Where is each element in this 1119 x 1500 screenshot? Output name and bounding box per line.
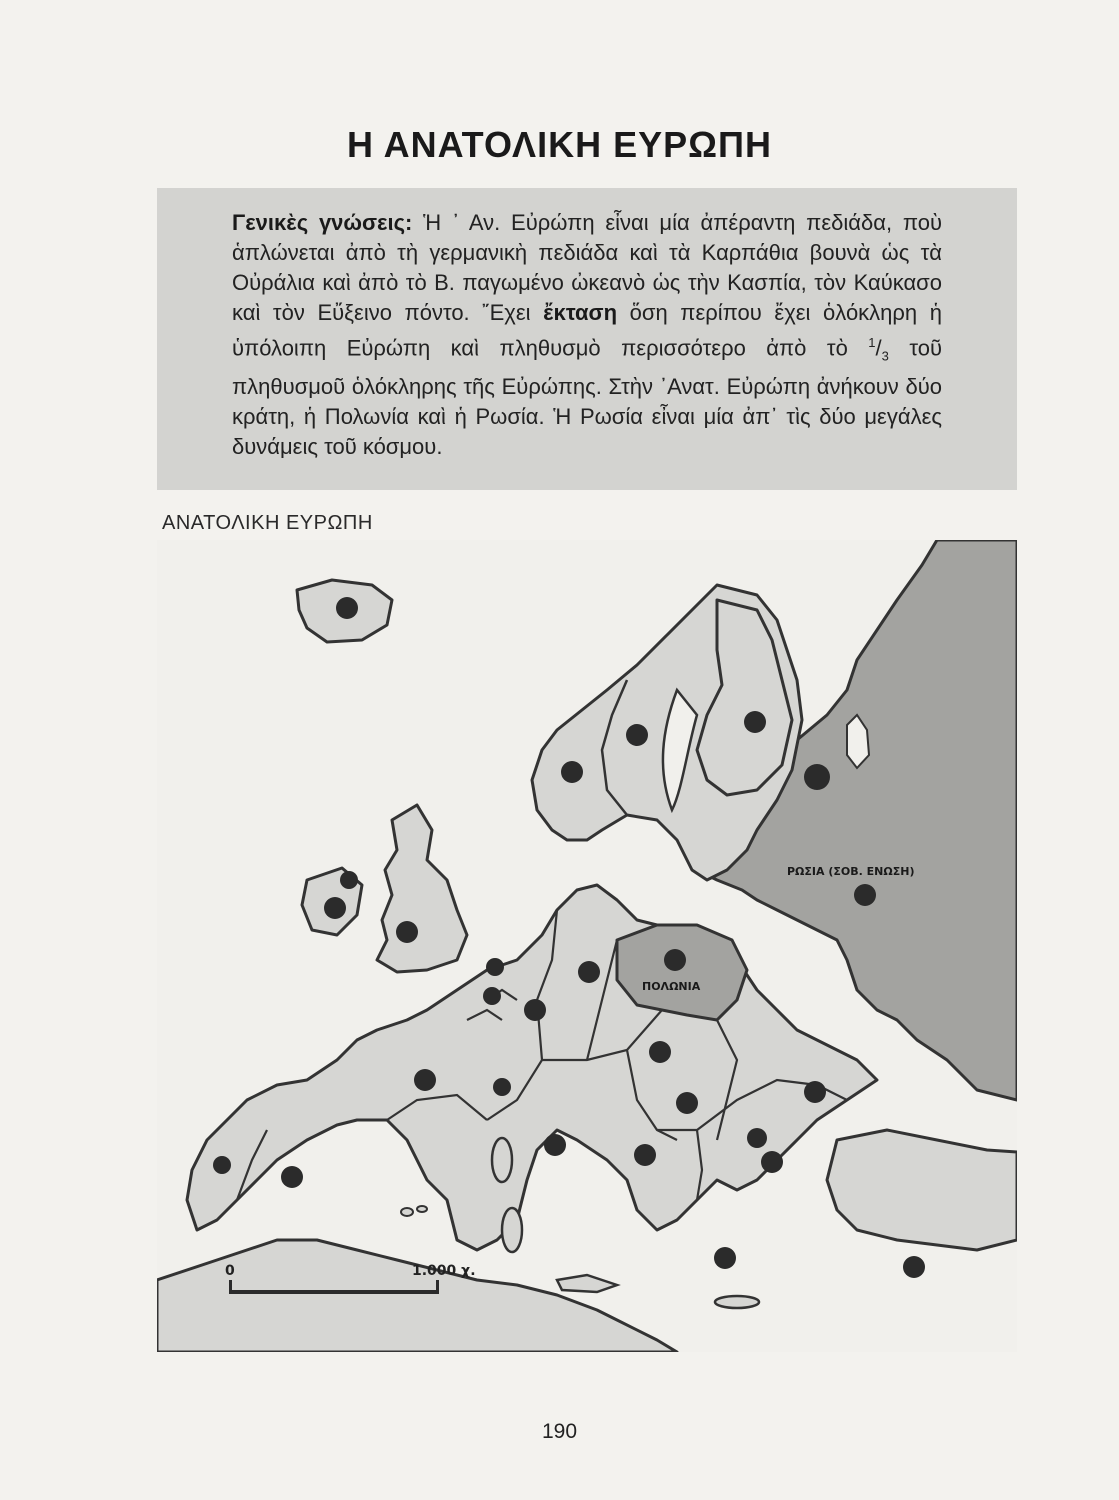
capital-dot	[804, 764, 830, 790]
capital-dot	[626, 724, 648, 746]
capital-dot	[578, 961, 600, 983]
fraction-denominator: 3	[881, 348, 889, 364]
capital-dot	[281, 1166, 303, 1188]
page-number: 190	[541, 1420, 578, 1443]
capital-dot	[854, 884, 876, 906]
scale-bar-tick-start	[229, 1280, 232, 1294]
text-part-2: ὅση περίπου ἔχει ὁλόκληρη ἡ ὑπόλοιπη Εὐρώπη καὶ πληθυσμὸ περισσότερο ἀπὸ τὸ	[232, 300, 942, 361]
capital-dot	[544, 1134, 566, 1156]
capital-dot	[396, 921, 418, 943]
fraction-numerator: 1	[868, 335, 876, 350]
capital-dot	[561, 761, 583, 783]
general-knowledge-box	[157, 188, 1017, 490]
text-part-1: Ἡ ᾿ Αν. Εὐρώπη εἶναι μία ἀπέραντη πεδιάδα, ποὺ ἁπλώνεται ἀπὸ τὴ γερμανικὴ πεδιάδα καὶ τὰ Καρπάθια βουνὰ ὡς τὰ Οὐράλια καὶ ἀπὸ τὸ Β. παγωμένο ὠκεανὸ ὡς τὴν Κασπία, τὸν Καύκασο καὶ τὸν Εὔξεινο πόντο. ῎Εχει	[232, 210, 942, 325]
capital-dot	[634, 1144, 656, 1166]
fraction-slash: /	[875, 335, 882, 361]
capital-dot	[524, 999, 546, 1021]
capital-dot	[714, 1247, 736, 1269]
general-knowledge-label: Γενικὲς γνώσεις:	[232, 210, 413, 235]
capital-dot	[486, 958, 504, 976]
scale-bar-line	[229, 1290, 439, 1294]
area-bold-word: ἔκταση	[543, 300, 618, 325]
europe-map	[157, 540, 1017, 1352]
poland-region	[617, 925, 747, 1020]
island	[417, 1206, 427, 1212]
capital-dot	[340, 871, 358, 889]
capital-dot	[804, 1081, 826, 1103]
capital-dot	[493, 1078, 511, 1096]
russia-label: ΡΩΣΙΑ (ΣΟΒ. ΕΝΩΣΗ)	[787, 865, 915, 878]
island	[401, 1208, 413, 1216]
island	[502, 1208, 522, 1252]
capital-dot	[664, 949, 686, 971]
capital-dot	[649, 1041, 671, 1063]
capital-dot	[744, 711, 766, 733]
text-part-3: τοῦ πληθυσμοῦ ὁλόκληρης τῆς Εὐρώπης. Στὴν ᾿Ανατ. Εὐρώπη ἀνήκουν δύο κράτη, ἡ Πολωνία καὶ ἡ Ρωσία. Ἡ Ρωσία εἶναι μία ἀπ᾿ τὶς δύο μεγάλες δυνάμεις τοῦ κόσμου.	[232, 335, 942, 459]
capital-dot	[336, 597, 358, 619]
capital-dot	[761, 1151, 783, 1173]
capital-dot	[903, 1256, 925, 1278]
general-knowledge-text	[232, 208, 942, 462]
capital-dot	[213, 1156, 231, 1174]
capital-dot	[676, 1092, 698, 1114]
map-caption: ΑΝΑΤΟΛΙΚΗ ΕΥΡΩΠΗ	[162, 512, 373, 534]
scale-bar-tick-end	[436, 1280, 439, 1294]
scale-end-label: 1.000 χ.	[412, 1263, 476, 1279]
island	[715, 1296, 759, 1308]
capital-dot	[414, 1069, 436, 1091]
page-title: Η ΑΝΑΤΟΛΙΚΗ ΕΥΡΩΠΗ	[347, 124, 772, 165]
capital-dot	[324, 897, 346, 919]
capital-dot	[483, 987, 501, 1005]
island	[492, 1138, 512, 1182]
capital-dot	[747, 1128, 767, 1148]
poland-label: ΠΟΛΩΝΙΑ	[642, 980, 701, 993]
scale-start-label: 0	[225, 1263, 235, 1279]
